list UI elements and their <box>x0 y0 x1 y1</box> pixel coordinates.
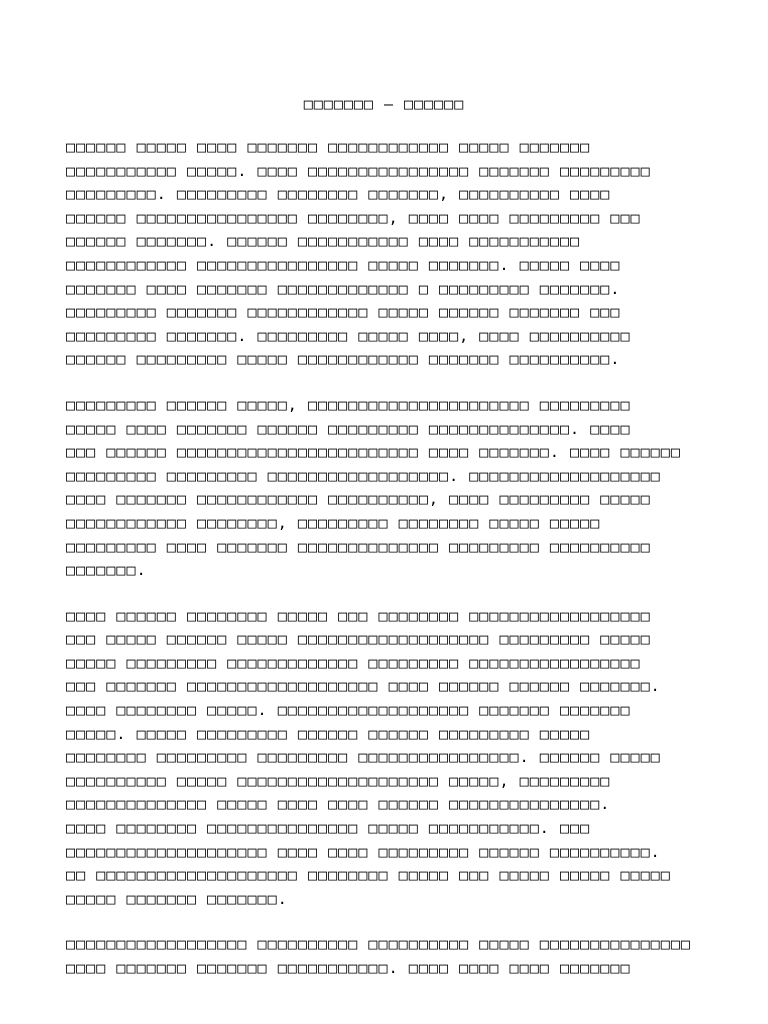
text-line: □□□□□□□□ □□□□□□□□□ □□□□□□□□□ □□□□□□□□□□□□□□□□. □□□□□□ □□□□□ <box>66 748 661 767</box>
text-line: □□ □□□□□□□□□□□□□□□□□□□□ □□□□□□□□ □□□□□ □□□ □□□□□ □□□□□ □□□□□ <box>66 866 671 885</box>
text-line: □□□□□□ □□□□□□□□□ □□□□□ □□□□□□□□□□□□ □□□□□□□ □□□□□□□□□□. <box>66 350 621 369</box>
text-line: □□□□□ □□□□□□□□□ □□□□□□□□□□□□□ □□□□□□□□□ □□□□□□□□□□□□□□□□□ <box>66 653 641 672</box>
text-line: □□□□□□□□□□□□□□□□□□□□ □□□□ □□□□ □□□□□□□□□ □□□□□□ □□□□□□□□□□. <box>66 842 661 861</box>
text-line: □□□□□□□□□ □□□□□□□ □□□□□□□□□□□□ □□□□□ □□□□□□ □□□□□□□ □□□ <box>66 303 621 322</box>
text-line: □□□□□□□□□ □□□□ □□□□□□□ □□□□□□□□□□□□□□ □□□□□□□□□ □□□□□□□□□□ <box>66 537 651 556</box>
text-line: □□□□□□ □□□□□□□. □□□□□□ □□□□□□□□□□□ □□□□ □□□□□□□□□□□ <box>66 232 581 251</box>
document-body <box>66 136 692 1003</box>
text-line: □□□□□□□□□□□ □□□□□. □□□□ □□□□□□□□□□□□□□□□ □□□□□□□ □□□□□□□□□ <box>66 161 651 180</box>
text-line: □□□□□□□□□□□□□□ □□□□□ □□□□ □□□□ □□□□□□ □□□□□□□□□□□□□□□. <box>66 795 611 814</box>
text-line: □□□□□□ □□□□□□□□□□□□□□□□ □□□□□□□□, □□□□ □□□□ □□□□□□□□□ □□□ <box>66 208 641 227</box>
text-line: □□□□ □□□□□□□□ □□□□□□□□□□□□□□□ □□□□□ □□□□□□□□□□□. □□□ <box>66 819 591 838</box>
text-line: □□□□□□□□□□ □□□□□ □□□□□□□□□□□□□□□□□□□□ □□□□□, □□□□□□□□□ <box>66 771 611 790</box>
text-line: □□□□□□□□□ □□□□□□ □□□□□, □□□□□□□□□□□□□□□□□□□□□□ □□□□□□□□□ <box>66 395 631 414</box>
paragraph-2 <box>66 394 686 583</box>
text-line: □□□□□ □□□□□□□ □□□□□□□. <box>66 889 288 908</box>
text-line: □□□ □□□□□ □□□□□□ □□□□□ □□□□□□□□□□□□□□□□□□□ □□□□□□□□□ □□□□□ <box>66 630 651 649</box>
text-line: □□□□ □□□□□□□ □□□□□□□□□□□□ □□□□□□□□□□, □□□□ □□□□□□□□□ □□□□□ <box>66 490 651 509</box>
text-line: □□□□□□□□□ □□□□□□□. □□□□□□□□□ □□□□□ □□□□, □□□□ □□□□□□□□□□ <box>66 326 631 345</box>
text-line: □□□□□□□□□□□□ □□□□□□□□□□□□□□□□ □□□□□ □□□□□□□. □□□□□ □□□□ <box>66 255 621 274</box>
document-title: □□□□□□□ – □□□□□□ <box>303 95 465 113</box>
text-line: □□□□□□ □□□□□ □□□□ □□□□□□□ □□□□□□□□□□□□ □□□□□ □□□□□□□ <box>66 138 591 156</box>
text-line: □□□□ □□□□□□ □□□□□□□□ □□□□□ □□□ □□□□□□□□ □□□□□□□□□□□□□□□□□□ <box>66 606 651 625</box>
text-line: □□□□□□□□□ □□□□□□□□□ □□□□□□□□□□□□□□□□□□. □□□□□□□□□□□□□□□□□□□ <box>66 466 661 485</box>
paragraph-1 <box>66 136 686 372</box>
text-line: □□□□□□□. <box>66 561 147 580</box>
paragraph-3 <box>66 605 686 912</box>
text-line: □□□□□□□ □□□□ □□□□□□□ □□□□□□□□□□□□□ □ □□□□□□□□□ □□□□□□□. <box>66 279 621 298</box>
text-line: □□□□□□□□□. □□□□□□□□□ □□□□□□□□ □□□□□□□, □□□□□□□□□□ □□□□ <box>66 185 611 204</box>
text-line: □□□□□ □□□□ □□□□□□□ □□□□□□ □□□□□□□□□ □□□□□□□□□□□□□□. □□□□ <box>66 419 631 438</box>
text-line: □□□ □□□□□□□ □□□□□□□□□□□□□□□□□□□ □□□□ □□□□□□ □□□□□□ □□□□□□□. <box>66 677 661 696</box>
paragraph-4 <box>66 933 692 980</box>
text-line: □□□□ □□□□□□□ □□□□□□□ □□□□□□□□□□□. □□□□ □□□□ □□□□ □□□□□□□ <box>66 959 631 977</box>
text-line: □□□ □□□□□□ □□□□□□□□□□□□□□□□□□□□□□□□ □□□□ □□□□□□□. □□□□ □□□□□□ <box>66 443 681 462</box>
text-line: □□□□ □□□□□□□□ □□□□□. □□□□□□□□□□□□□□□□□□□ □□□□□□□ □□□□□□□ <box>66 701 631 720</box>
text-line: □□□□□□□□□□□□□□□□□□ □□□□□□□□□□ □□□□□□□□□□ □□□□□ □□□□□□□□□□□□□□□ <box>66 935 692 954</box>
text-line: □□□□□. □□□□□ □□□□□□□□□ □□□□□□ □□□□□□ □□□□□□□□□ □□□□□ <box>66 724 591 743</box>
text-line: □□□□□□□□□□□□ □□□□□□□□, □□□□□□□□□ □□□□□□□□ □□□□□ □□□□□ <box>66 513 601 532</box>
